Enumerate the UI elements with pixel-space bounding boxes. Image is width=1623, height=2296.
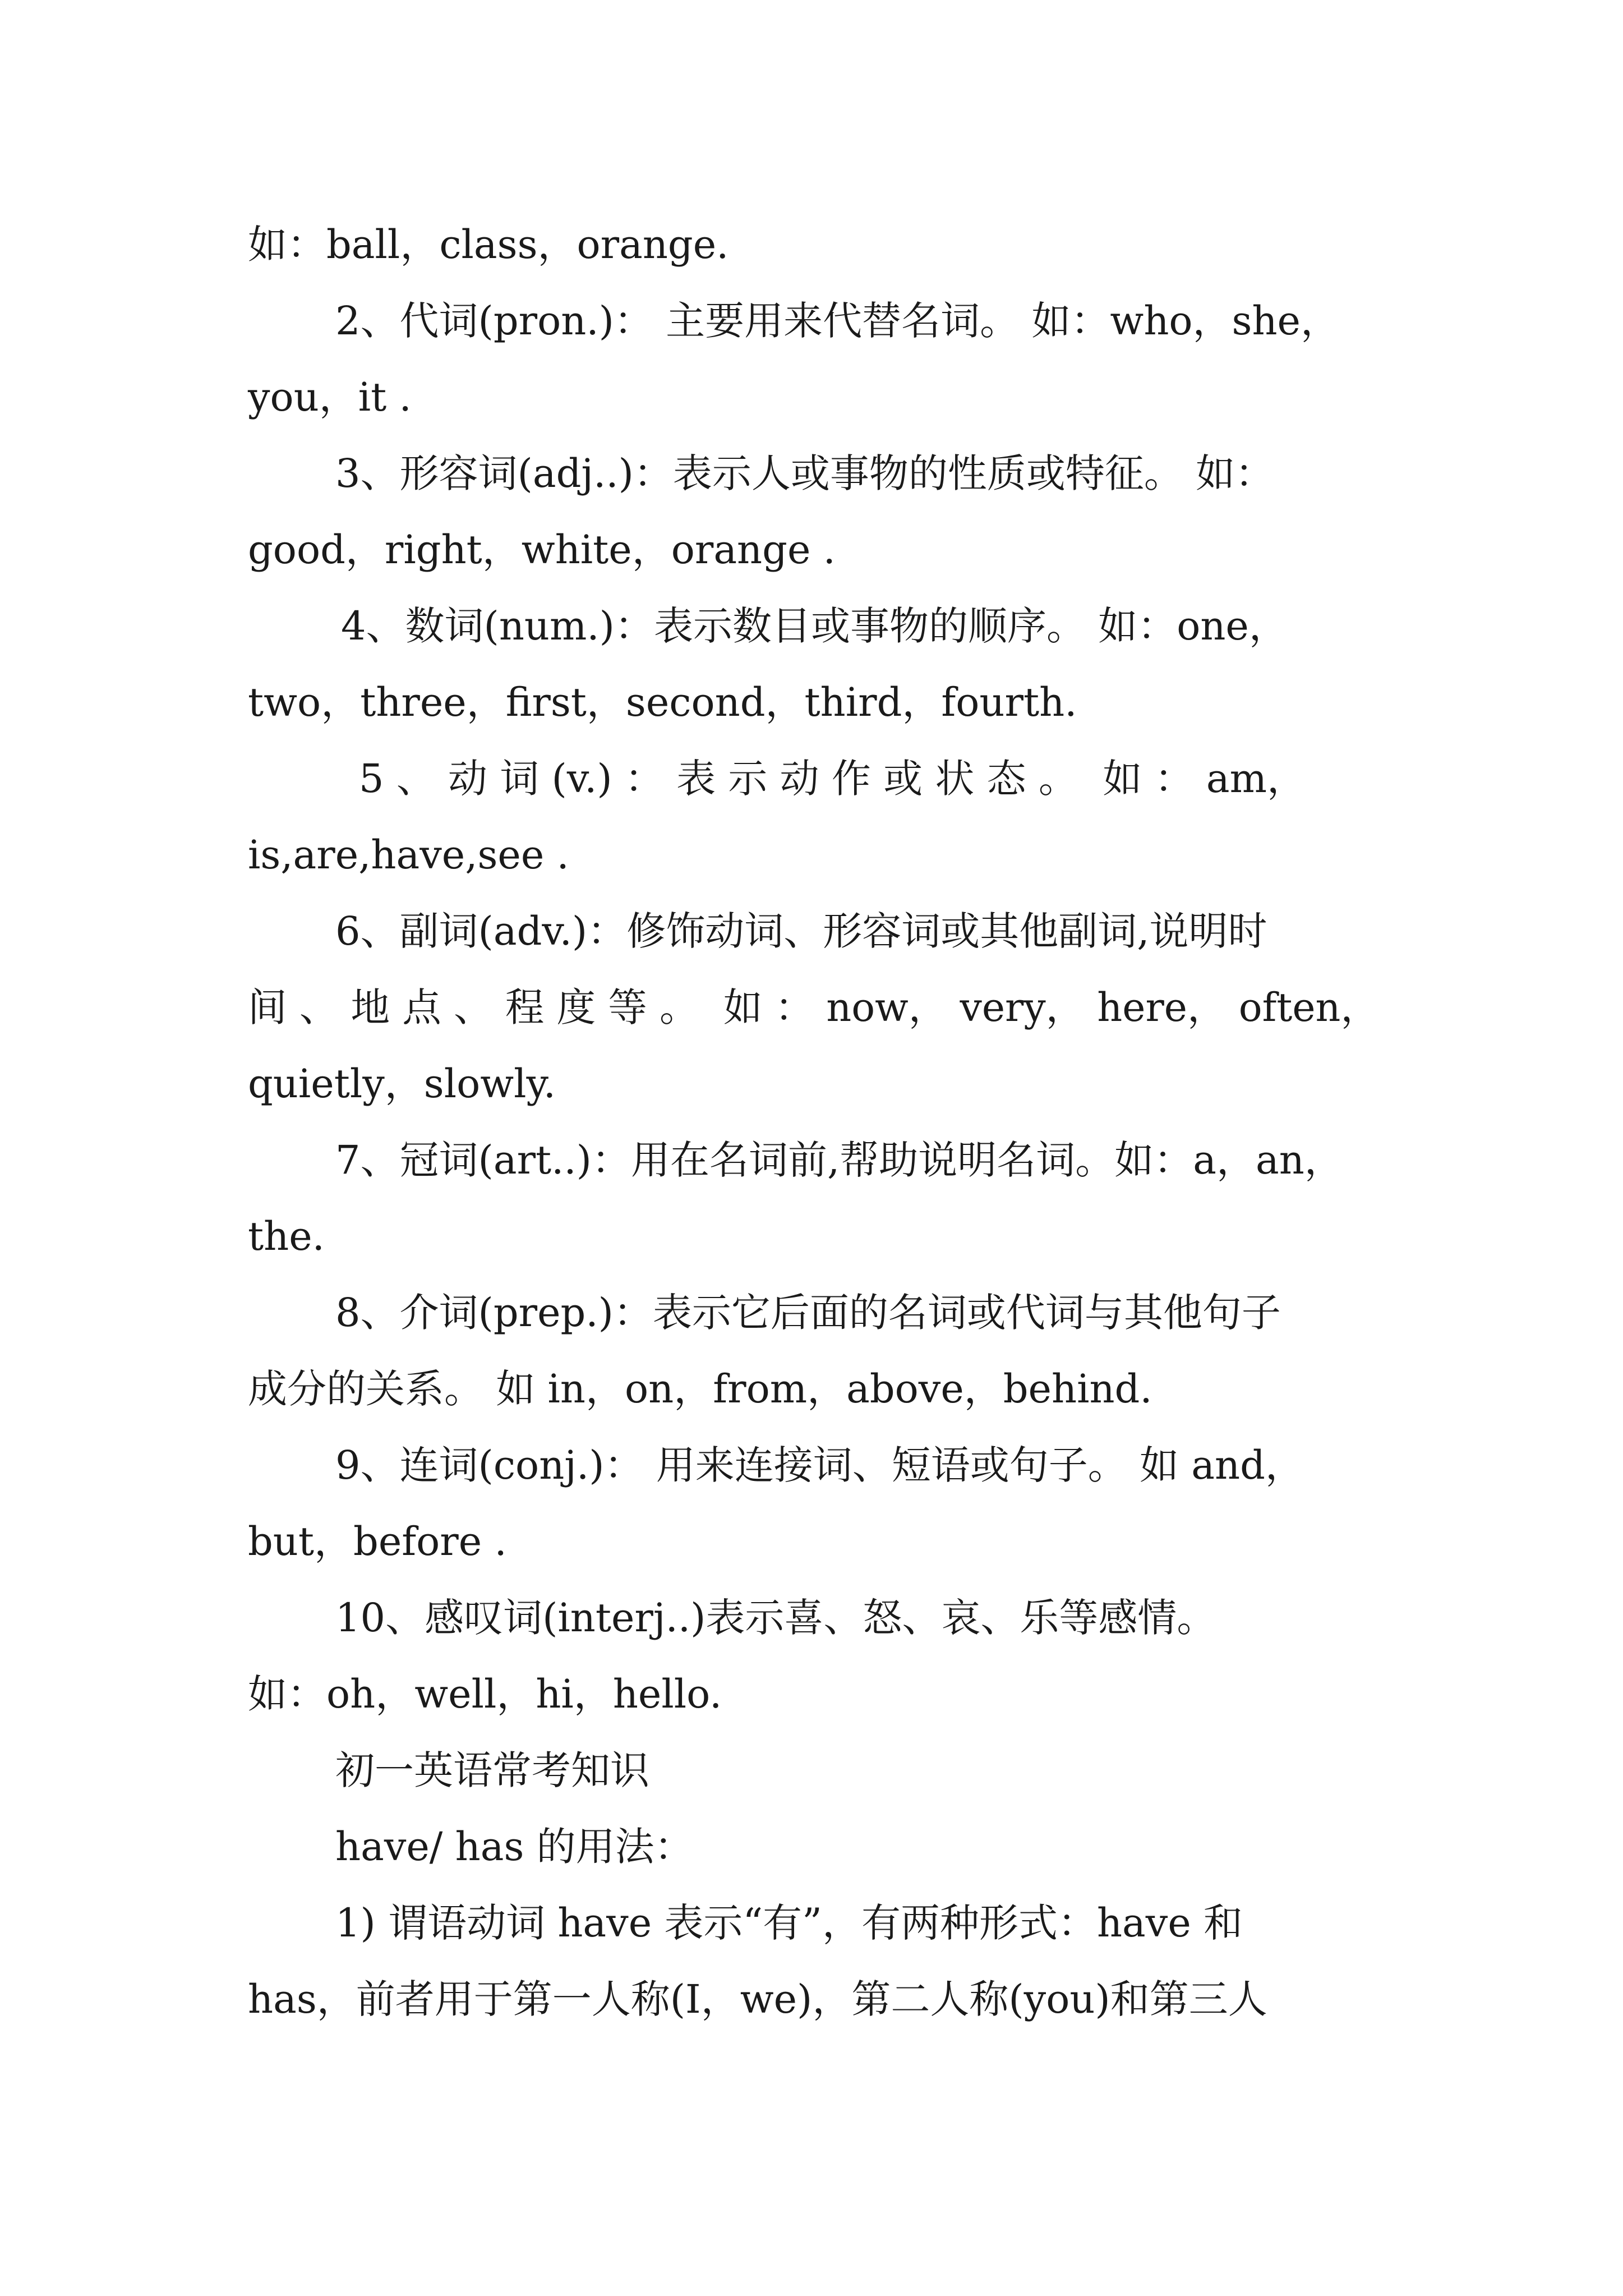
line-text: 初一英语常考知识 <box>335 1747 649 1793</box>
text-line <box>0 1503 1623 1580</box>
line-text: 8、介词(prep.)：表示它后面的名词或代词与其他句子 <box>335 1290 1281 1336</box>
text-line <box>0 1885 1623 1961</box>
line-text: 成分的关系。 如 in，on，from，above，behind. <box>248 1366 1152 1412</box>
text-line <box>0 283 1623 359</box>
line-text: has，前者用于第一人称(I，we)，第二人称(you)和第三人 <box>248 1976 1267 2022</box>
line-text: 10、感叹词(interj..)表示喜、怒、哀、乐等感情。 <box>335 1595 1216 1641</box>
text-line <box>0 817 1623 893</box>
text-line <box>0 1732 1623 1809</box>
line-text: 如：ball，class，orange. <box>248 222 729 268</box>
line-text: 间 、 地 点 、 程 度 等 。 如 ： now， very， here， often， <box>248 984 1380 1030</box>
text-line <box>0 588 1623 664</box>
line-text: 9、连词(conj.)： 用来连接词、短语或句子。 如 and， <box>335 1442 1304 1488</box>
text-line <box>0 664 1623 740</box>
text-line <box>0 1046 1623 1122</box>
text-line <box>0 1656 1623 1732</box>
line-text: quietly，slowly. <box>248 1061 556 1107</box>
text-line <box>0 1961 1623 2037</box>
line-text: 6、副词(adv.)：修饰动词、形容词或其他副词,说明时 <box>335 908 1267 954</box>
text-line <box>0 740 1623 817</box>
line-text: 2、代词(pron.)： 主要用来代替名词。 如：who，she， <box>335 298 1340 344</box>
line-text: 1) 谓语动词 have 表示“有”，有两种形式：have 和 <box>335 1900 1243 1946</box>
line-text: have/ has 的用法： <box>335 1824 694 1870</box>
text-line <box>0 1427 1623 1503</box>
text-line <box>0 435 1623 512</box>
text-line <box>0 893 1623 969</box>
line-text: two，three，first，second，third，fourth. <box>248 679 1077 725</box>
text-line <box>0 1274 1623 1351</box>
text-line <box>0 512 1623 588</box>
line-text: but，before . <box>248 1519 507 1565</box>
line-text: 5 、 动 词 (v.) ： 表 示 动 作 或 状 态 。 如 ： am， <box>359 756 1307 802</box>
text-line <box>0 1122 1623 1198</box>
text-line <box>0 1809 1623 1885</box>
text-line <box>0 206 1623 283</box>
text-line <box>0 1580 1623 1656</box>
text-line <box>0 1351 1623 1427</box>
line-text: good，right，white，orange . <box>248 527 836 573</box>
text-line <box>0 1198 1623 1274</box>
line-text: 7、冠词(art..)：用在名词前,帮助说明名词。如：a，an， <box>335 1137 1344 1183</box>
text-line <box>0 969 1623 1046</box>
line-text: 3、形容词(adj..)：表示人或事物的性质或特征。 如： <box>335 450 1275 496</box>
line-text: the. <box>248 1213 325 1259</box>
line-text: you，it . <box>248 374 412 420</box>
line-text: is,are,have,see . <box>248 832 569 878</box>
line-text: 如：oh，well，hi，hello. <box>248 1671 722 1717</box>
text-line <box>0 359 1623 435</box>
line-text: 4、数词(num.)：表示数目或事物的顺序。 如：one， <box>341 603 1288 649</box>
